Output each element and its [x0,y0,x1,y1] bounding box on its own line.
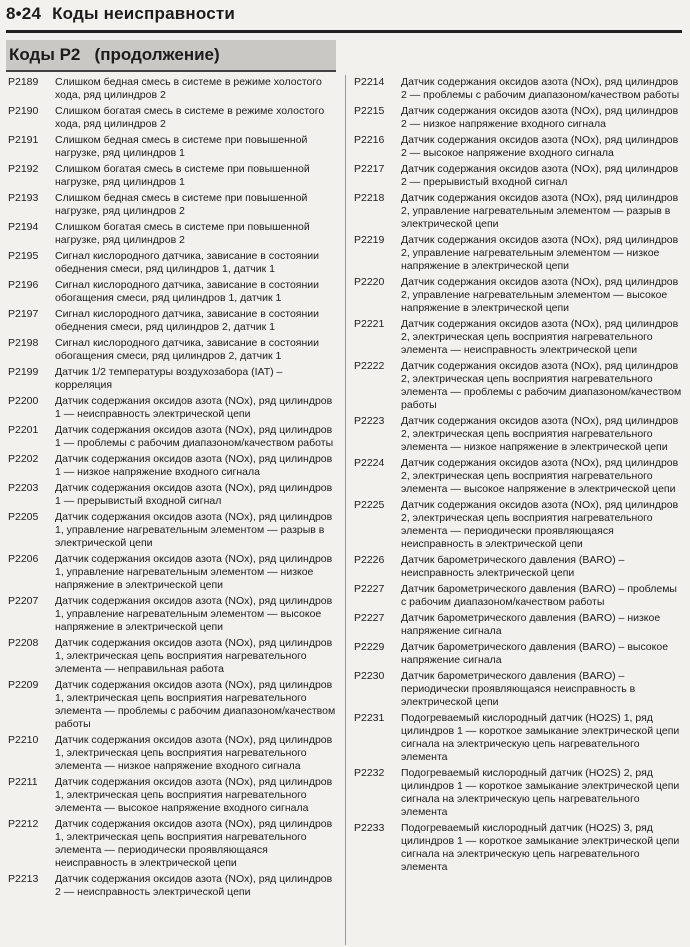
code-description: Датчик барометрического давления (BARO) – высокое напряжение сигнала [401,641,669,666]
code-entry [8,424,338,450]
code-number: P2225 [354,499,385,511]
code-entry [354,822,683,874]
code-description: Слишком богатая смесь в системе в режиме холостого хода, ряд цилиндров 2 [55,105,325,130]
code-description: Датчик барометрического давления (BARO) – периодически проявляющаяся неисправность в электрической цепи [401,670,636,708]
code-description: Датчик содержания оксидов азота (NOx), ряд цилиндров 2, электрическая цепь восприятия нагревательного элемента — низкое напряжение в электрической цепи [401,415,679,453]
code-description: Датчик содержания оксидов азота (NOx), ряд цилиндров 1 — проблемы с рабочим диапазоном/качеством работы [55,424,334,449]
code-description: Слишком бедная смесь в системе при повышенной нагрузке, ряд цилиндров 2 [55,192,308,217]
code-number: P2218 [354,192,385,204]
code-number: P2197 [8,308,39,320]
code-entry [8,105,338,131]
code-number: P2206 [8,553,39,565]
code-number: P2190 [8,105,39,117]
code-number: P2220 [354,276,385,288]
code-number: P2231 [354,712,385,724]
code-entry [354,276,683,315]
code-entry [8,818,338,870]
code-number: P2193 [8,192,39,204]
code-entry [8,192,338,218]
code-number: P2221 [354,318,385,330]
code-description: Сигнал кислородного датчика, зависание в состоянии обогащения смеси, ряд цилиндров 2, датчик 1 [55,337,320,362]
code-entry [354,712,683,764]
column-divider [345,75,346,945]
code-description: Датчик содержания оксидов азота (NOx), ряд цилиндров 2 — проблемы с рабочим диапазоном/качеством работы [401,76,680,101]
code-entry [8,134,338,160]
code-description: Датчик содержания оксидов азота (NOx), ряд цилиндров 2, электрическая цепь восприятия нагревательного элемента — периодически проявляющаяся неисправность в электрической цепи [401,499,679,550]
code-number: P2233 [354,822,385,834]
code-entry [354,457,683,496]
code-number: P2209 [8,679,39,691]
code-entry [8,308,338,334]
code-number: P2201 [8,424,39,436]
code-number: P2229 [354,641,385,653]
code-description: Сигнал кислородного датчика, зависание в состоянии обогащения смеси, ряд цилиндров 1, датчик 1 [55,279,320,304]
code-description: Датчик барометрического давления (BARO) – неисправность электрической цепи [401,554,625,579]
code-number: P2214 [354,76,385,88]
code-entry [354,415,683,454]
code-description: Датчик содержания оксидов азота (NOx), ряд цилиндров 1, электрическая цепь восприятия нагревательного элемента — неправильная работа [55,637,333,675]
code-entry [8,511,338,550]
code-description: Подогреваемый кислородный датчик (HO2S) 1, ряд цилиндров 1 — короткое замыкание электрической цепи сигнала на электрическую цепь нагревательного элемента [401,712,680,763]
right-column [354,76,683,877]
code-description: Датчик содержания оксидов азота (NOx), ряд цилиндров 1, управление нагревательным элементом — низкое напряжение в электрической цепи [55,553,333,591]
code-number: P2219 [354,234,385,246]
code-description: Датчик содержания оксидов азота (NOx), ряд цилиндров 1, электрическая цепь восприятия нагревательного элемента — проблемы с рабочим диапазоном/качеством работы [55,679,336,730]
code-entry [354,499,683,551]
code-entry [354,612,683,638]
code-number: P2208 [8,637,39,649]
code-entry [354,583,683,609]
code-number: P2232 [354,767,385,779]
code-description: Датчик содержания оксидов азота (NOx), ряд цилиндров 2 — высокое напряжение входного сигнала [401,134,679,159]
code-entry [8,595,338,634]
code-entry [354,318,683,357]
code-description: Датчик содержания оксидов азота (NOx), ряд цилиндров 1, электрическая цепь восприятия нагревательного элемента — высокое напряжение входного сигнала [55,776,333,814]
code-description: Слишком богатая смесь в системе при повышенной нагрузке, ряд цилиндров 1 [55,163,310,188]
code-description: Слишком бедная смесь в системе при повышенной нагрузке, ряд цилиндров 1 [55,134,308,159]
code-entry [8,734,338,773]
code-entry [8,776,338,815]
code-description: Датчик содержания оксидов азота (NOx), ряд цилиндров 2, управление нагревательным элементом — высокое напряжение в электрической цепи [401,276,679,314]
code-number: P2198 [8,337,39,349]
page-number: 8•24 [6,4,42,23]
code-entry [8,679,338,731]
code-description: Подогреваемый кислородный датчик (HO2S) 2, ряд цилиндров 1 — короткое замыкание электрической цепи сигнала на электрическую цепь нагревательного элемента [401,767,680,818]
code-description: Датчик содержания оксидов азота (NOx), ряд цилиндров 1, электрическая цепь восприятия нагревательного элемента — периодически проявляющаяся неисправность в электрической цепи [55,818,333,869]
code-entry [8,279,338,305]
header-rule [6,30,682,33]
code-number: P2203 [8,482,39,494]
code-description: Датчик содержания оксидов азота (NOx), ряд цилиндров 2 — прерывистый входной сигнал [401,163,679,188]
page-title: Коды неисправности [52,4,236,23]
code-entry [354,163,683,189]
code-description: Датчик барометрического давления (BARO) – проблемы с рабочим диапазоном/качеством работы [401,583,677,608]
code-description: Датчик содержания оксидов азота (NOx), ряд цилиндров 2, электрическая цепь восприятия нагревательного элемента — высокое напряжение в электрической цепи [401,457,679,495]
code-entry [8,637,338,676]
code-description: Подогреваемый кислородный датчик (HO2S) 3, ряд цилиндров 1 — короткое замыкание электрической цепи сигнала на электрическую цепь нагревательного элемента [401,822,680,873]
code-number: P2200 [8,395,39,407]
code-number: P2199 [8,366,39,378]
code-description: Датчик содержания оксидов азота (NOx), ряд цилиндров 2 — низкое напряжение входного сигнала [401,105,679,130]
code-number: P2224 [354,457,385,469]
code-entry [354,192,683,231]
code-entry [8,221,338,247]
code-number: P2216 [354,134,385,146]
code-number: P2195 [8,250,39,262]
code-entry [354,767,683,819]
code-number: P2227 [354,612,385,624]
code-entry [8,482,338,508]
code-number: P2205 [8,511,39,523]
page-header [6,4,682,30]
code-number: P2194 [8,221,39,233]
code-entry [354,360,683,412]
code-number: P2226 [354,554,385,566]
left-column [8,76,338,902]
code-number: P2227 [354,583,385,595]
code-description: Датчик барометрического давления (BARO) – низкое напряжение сигнала [401,612,661,637]
code-entry [354,641,683,667]
code-entry [354,76,683,102]
code-entry [8,76,338,102]
code-entry [354,105,683,131]
code-description: Датчик содержания оксидов азота (NOx), ряд цилиндров 1, управление нагревательным элементом — разрыв в электрической цепи [55,511,333,549]
code-entry [8,453,338,479]
code-entry [8,553,338,592]
code-entry [8,337,338,363]
code-entry [354,234,683,273]
code-description: Слишком бедная смесь в системе в режиме холостого хода, ряд цилиндров 2 [55,76,322,101]
section-title: Коды Р2 (продолжение) [6,40,336,70]
code-number: P2196 [8,279,39,291]
code-number: P2189 [8,76,39,88]
code-description: Датчик содержания оксидов азота (NOx), ряд цилиндров 1 — низкое напряжение входного сигнала [55,453,333,478]
code-number: P2211 [8,776,38,788]
code-number: P2213 [8,873,39,885]
code-number: P2217 [354,163,385,175]
code-entry [8,366,338,392]
code-description: Датчик содержания оксидов азота (NOx), ряд цилиндров 2, управление нагревательным элементом — низкое напряжение в электрической цепи [401,234,679,272]
section-rule [6,70,336,72]
code-description: Датчик содержания оксидов азота (NOx), ряд цилиндров 2, электрическая цепь восприятия нагревательного элемента — неисправность электрической цепи [401,318,679,356]
code-description: Датчик содержания оксидов азота (NOx), ряд цилиндров 2, управление нагревательным элементом — разрыв в электрической цепи [401,192,679,230]
code-description: Датчик содержания оксидов азота (NOx), ряд цилиндров 2, электрическая цепь восприятия нагревательного элемента — проблемы с рабочим диапазоном/качеством работы [401,360,682,411]
code-description: Датчик содержания оксидов азота (NOx), ряд цилиндров 1, управление нагревательным элементом — высокое напряжение в электрической цепи [55,595,333,633]
code-number: P2215 [354,105,385,117]
code-description: Датчик содержания оксидов азота (NOx), ряд цилиндров 1 — неисправность электрической цепи [55,395,333,420]
code-entry [8,250,338,276]
code-entry [8,395,338,421]
code-description: Сигнал кислородного датчика, зависание в состоянии обеднения смеси, ряд цилиндров 2, датчик 1 [55,308,320,333]
code-entry [354,134,683,160]
code-number: P2230 [354,670,385,682]
code-number: P2212 [8,818,39,830]
code-description: Датчик содержания оксидов азота (NOx), ряд цилиндров 1, электрическая цепь восприятия нагревательного элемента — низкое напряжение входного сигнала [55,734,333,772]
code-number: P2223 [354,415,385,427]
code-number: P2222 [354,360,385,372]
code-entry [8,873,338,899]
code-entry [8,163,338,189]
code-description: Датчик содержания оксидов азота (NOx), ряд цилиндров 1 — прерывистый входной сигнал [55,482,333,507]
code-description: Датчик содержания оксидов азота (NOx), ряд цилиндров 2 — неисправность электрической цепи [55,873,333,898]
code-number: P2192 [8,163,39,175]
code-number: P2191 [8,134,39,146]
code-number: P2207 [8,595,39,607]
code-entry [354,670,683,709]
code-number: P2202 [8,453,39,465]
code-description: Слишком богатая смесь в системе при повышенной нагрузке, ряд цилиндров 2 [55,221,310,246]
code-description: Датчик 1/2 температуры воздухозабора (IAT) – корреляция [55,366,283,391]
code-description: Сигнал кислородного датчика, зависание в состоянии обеднения смеси, ряд цилиндров 1, датчик 1 [55,250,320,275]
code-number: P2210 [8,734,39,746]
code-entry [354,554,683,580]
